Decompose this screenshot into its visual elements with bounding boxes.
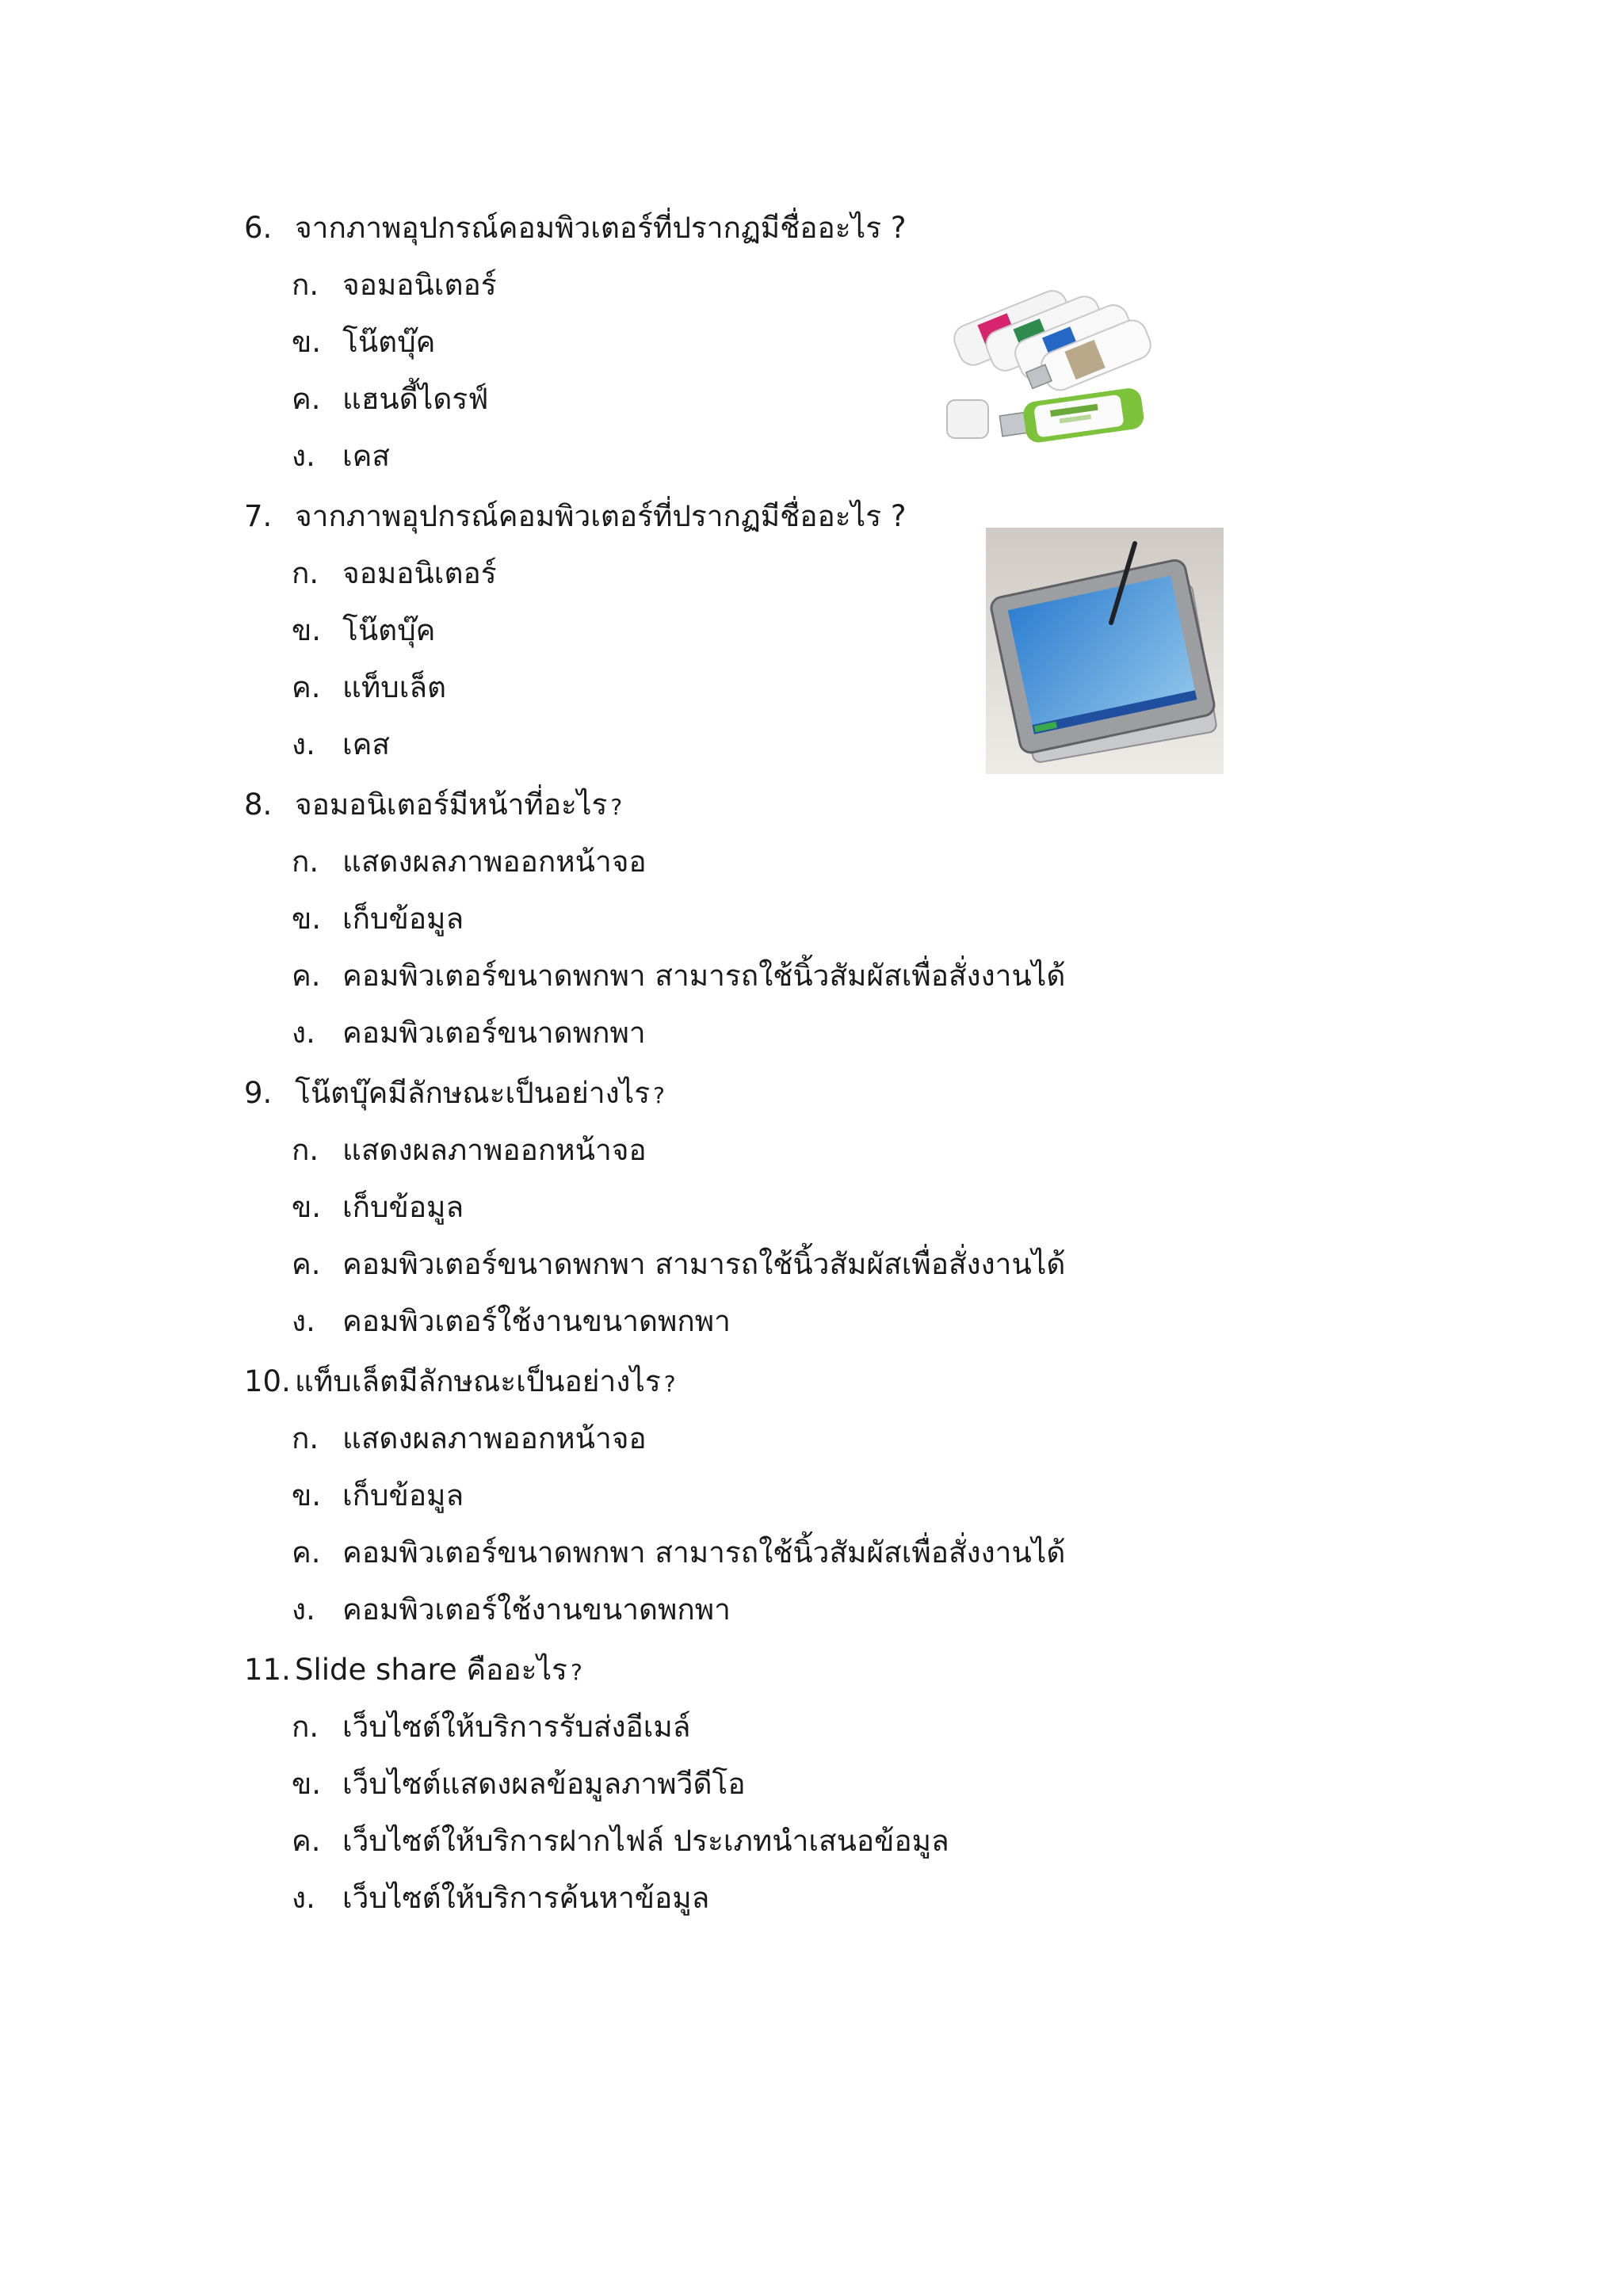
choice-label: ก. xyxy=(292,1133,319,1167)
choice-label: ง. xyxy=(292,1016,315,1050)
choice-7-b xyxy=(292,611,435,650)
question-number: 11. xyxy=(244,1653,291,1687)
choice-10-d xyxy=(292,1590,731,1630)
choice-text: คอมพิวเตอร์ใช้งานขนาดพกพา xyxy=(342,1592,731,1627)
choice-label: ค. xyxy=(292,959,321,993)
choice-label: ค. xyxy=(292,1247,321,1281)
choice-label: ก. xyxy=(292,556,319,590)
choice-text: จอมอนิเตอร์ xyxy=(342,268,497,302)
choice-11-c xyxy=(292,1821,949,1861)
choice-text: คอมพิวเตอร์ขนาดพกพา สามารถใช้นิ้วสัมผัสเพื่อสั่งงานได้ xyxy=(342,1535,1066,1569)
choice-label: ข. xyxy=(292,1767,322,1801)
question-number: 7. xyxy=(244,499,273,533)
choice-label: ข. xyxy=(292,613,322,647)
question-9 xyxy=(244,1074,665,1116)
choice-7-c xyxy=(292,668,446,707)
choice-label: ค. xyxy=(292,1824,321,1858)
choice-9-b xyxy=(292,1188,464,1227)
choice-10-b xyxy=(292,1476,464,1516)
choice-text: เก็บข้อมูล xyxy=(342,1478,464,1512)
choice-label: ง. xyxy=(292,1881,315,1915)
choice-text: คอมพิวเตอร์ใช้งานขนาดพกพา xyxy=(342,1304,731,1338)
choice-label: ข. xyxy=(292,902,322,936)
question-mark: ? xyxy=(653,1082,666,1108)
choice-text: เว็บไซต์ให้บริการรับส่งอีเมล์ xyxy=(342,1710,691,1744)
choice-10-c xyxy=(292,1533,1065,1573)
choice-8-a xyxy=(292,842,647,882)
choice-text: คอมพิวเตอร์ขนาดพกพา xyxy=(342,1016,646,1050)
choice-label: ง. xyxy=(292,1592,315,1627)
choice-11-d xyxy=(292,1878,709,1918)
choice-label: ค. xyxy=(292,1535,321,1569)
question-11 xyxy=(244,1650,582,1692)
choice-text: แสดงผลภาพออกหน้าจอ xyxy=(342,845,647,879)
usb-flash-drives-image xyxy=(939,261,1157,448)
choice-text: เว็บไซต์แสดงผลข้อมูลภาพวีดีโอ xyxy=(342,1767,746,1801)
question-6 xyxy=(244,208,907,248)
choice-text: โน๊ตบุ๊ค xyxy=(342,325,436,359)
choice-text: แท็บเล็ต xyxy=(342,670,447,704)
choice-text: เว็บไซต์ให้บริการค้นหาข้อมูล xyxy=(342,1881,710,1915)
question-number: 9. xyxy=(244,1076,273,1110)
choice-9-d xyxy=(292,1302,731,1341)
choice-8-c xyxy=(292,956,1065,996)
choice-text: เคส xyxy=(342,727,390,761)
choice-text: แฮนดี้ไดรฟ์ xyxy=(342,382,489,416)
choice-7-a xyxy=(292,554,497,593)
choice-8-b xyxy=(292,899,464,939)
choice-label: ข. xyxy=(292,1190,322,1224)
question-number: 8. xyxy=(244,788,273,822)
question-mark: ? xyxy=(610,794,623,820)
question-text: จากภาพอุปกรณ์คอมพิวเตอร์ที่ปรากฏมีชื่ออะไร ? xyxy=(295,499,907,533)
choice-text: แสดงผลภาพออกหน้าจอ xyxy=(342,1133,647,1167)
question-number: 10. xyxy=(244,1364,291,1398)
choice-label: ค. xyxy=(292,670,321,704)
choice-text: เคส xyxy=(342,439,390,473)
question-8 xyxy=(244,785,622,827)
choice-label: ง. xyxy=(292,727,315,761)
choice-label: ก. xyxy=(292,1710,319,1744)
question-mark: ? xyxy=(663,1371,676,1397)
choice-7-d xyxy=(292,725,390,765)
choice-9-c xyxy=(292,1245,1065,1284)
choice-text: โน๊ตบุ๊ค xyxy=(342,613,436,647)
choice-10-a xyxy=(292,1419,647,1459)
choice-text: เก็บข้อมูล xyxy=(342,902,464,936)
question-number: 6. xyxy=(244,211,273,245)
choice-label: ข. xyxy=(292,1478,322,1512)
choice-text: เว็บไซต์ให้บริการฝากไฟล์ ประเภทนำเสนอข้อมูล xyxy=(342,1824,949,1858)
choice-6-b xyxy=(292,322,435,362)
choice-11-a xyxy=(292,1707,690,1747)
choice-11-b xyxy=(292,1764,746,1804)
choice-label: ง. xyxy=(292,1304,315,1338)
question-text: แท็บเล็ตมีลักษณะเป็นอย่างไร xyxy=(295,1364,661,1398)
question-text: Slide share คืออะไร xyxy=(295,1653,567,1687)
question-text: โน๊ตบุ๊คมีลักษณะเป็นอย่างไร xyxy=(295,1076,651,1110)
choice-6-a xyxy=(292,265,497,305)
choice-text: คอมพิวเตอร์ขนาดพกพา สามารถใช้นิ้วสัมผัสเพื่อสั่งงานได้ xyxy=(342,959,1066,993)
choice-text: จอมอนิเตอร์ xyxy=(342,556,497,590)
choice-label: ข. xyxy=(292,325,322,359)
choice-label: ง. xyxy=(292,439,315,473)
choice-label: ก. xyxy=(292,845,319,879)
choice-label: ก. xyxy=(292,1421,319,1455)
choice-9-a xyxy=(292,1131,647,1170)
question-7 xyxy=(244,497,907,536)
question-10 xyxy=(244,1362,676,1404)
choice-text: เก็บข้อมูล xyxy=(342,1190,464,1224)
question-text: จอมอนิเตอร์มีหน้าที่อะไร xyxy=(295,788,608,822)
choice-label: ก. xyxy=(292,268,319,302)
choice-label: ค. xyxy=(292,382,321,416)
question-mark: ? xyxy=(570,1659,582,1685)
choice-text: คอมพิวเตอร์ขนาดพกพา สามารถใช้นิ้วสัมผัสเพื่อสั่งงานได้ xyxy=(342,1247,1066,1281)
tablet-pc-image xyxy=(986,528,1224,774)
question-text: จากภาพอุปกรณ์คอมพิวเตอร์ที่ปรากฏมีชื่ออะไร ? xyxy=(295,211,907,245)
choice-6-c xyxy=(292,379,488,419)
choice-8-d xyxy=(292,1013,646,1053)
choice-6-d xyxy=(292,437,390,476)
choice-text: แสดงผลภาพออกหน้าจอ xyxy=(342,1421,647,1455)
